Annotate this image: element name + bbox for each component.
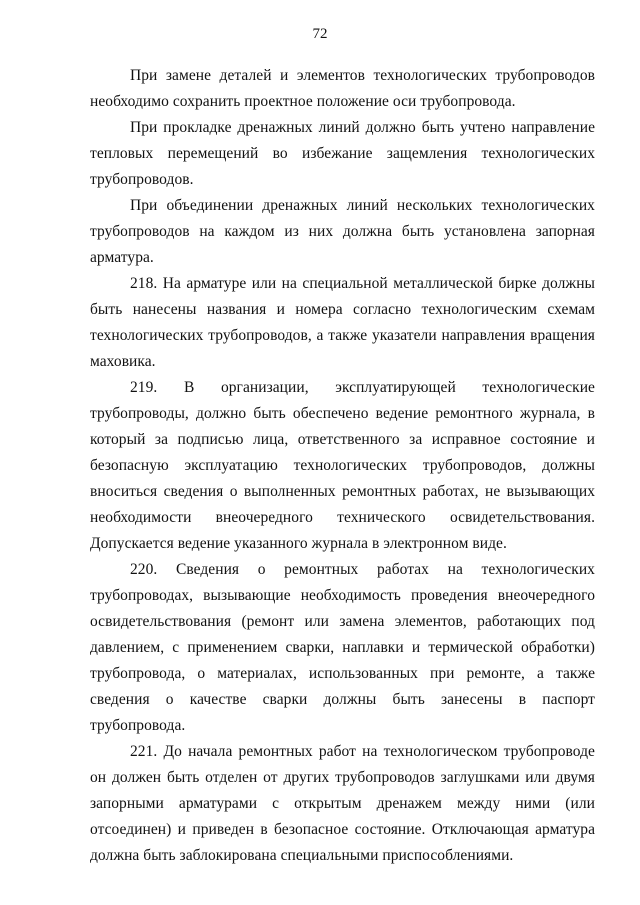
page-number: 72	[312, 26, 328, 42]
paragraph-221: 221. До начала ремонтных работ на технологическом трубопроводе он должен быть отделен от других трубопроводов заглушками или двумя запорными арматурами с открытым дренажем между ними (или отсоединен) и приведен в безопасное состояние. Отключающая арматура должна быть заблокирована специальными приспособлениями.	[90, 743, 595, 864]
document-body	[90, 63, 595, 869]
paragraph-drainage-valves: При объединении дренажных линий нескольких технологических трубопроводов на каждом из них должна быть установлена запорная арматура.	[90, 197, 595, 266]
paragraph-drainage-direction: При прокладке дренажных линий должно быть учтено направление тепловых перемещений во избежание защемления технологических трубопроводов.	[90, 119, 595, 188]
paragraph-220: 220. Сведения о ремонтных работах на технологических трубопроводах, вызывающие необходимость проведения внеочередного освидетельствования (ремонт или замена элементов, работающих под давлением, с применением сварки, наплавки и термической обработки) трубопровода, о материалах, использованных при ремонте, а также сведения о качестве сварки должны быть занесены в паспорт трубопровода.	[90, 561, 595, 734]
paragraph-219: 219. В организации, эксплуатирующей технологические трубопроводы, должно быть обеспечено ведение ремонтного журнала, в который за подписью лица, ответственного за исправное состояние и безопасную эксплуатацию технологических трубопроводов, должны вноситься сведения о выполненных ремонтных работах, не вызывающих необходимости внеочередного технического освидетельствования. Допускается ведение указанного журнала в электронном виде.	[90, 379, 595, 552]
paragraph-218: 218. На арматуре или на специальной металлической бирке должны быть нанесены названия и номера согласно технологическим схемам технологических трубопроводов, а также указатели направления вращения маховика.	[90, 275, 595, 370]
paragraph-axis-position: При замене деталей и элементов технологических трубопроводов необходимо сохранить проектное положение оси трубопровода.	[90, 67, 595, 110]
